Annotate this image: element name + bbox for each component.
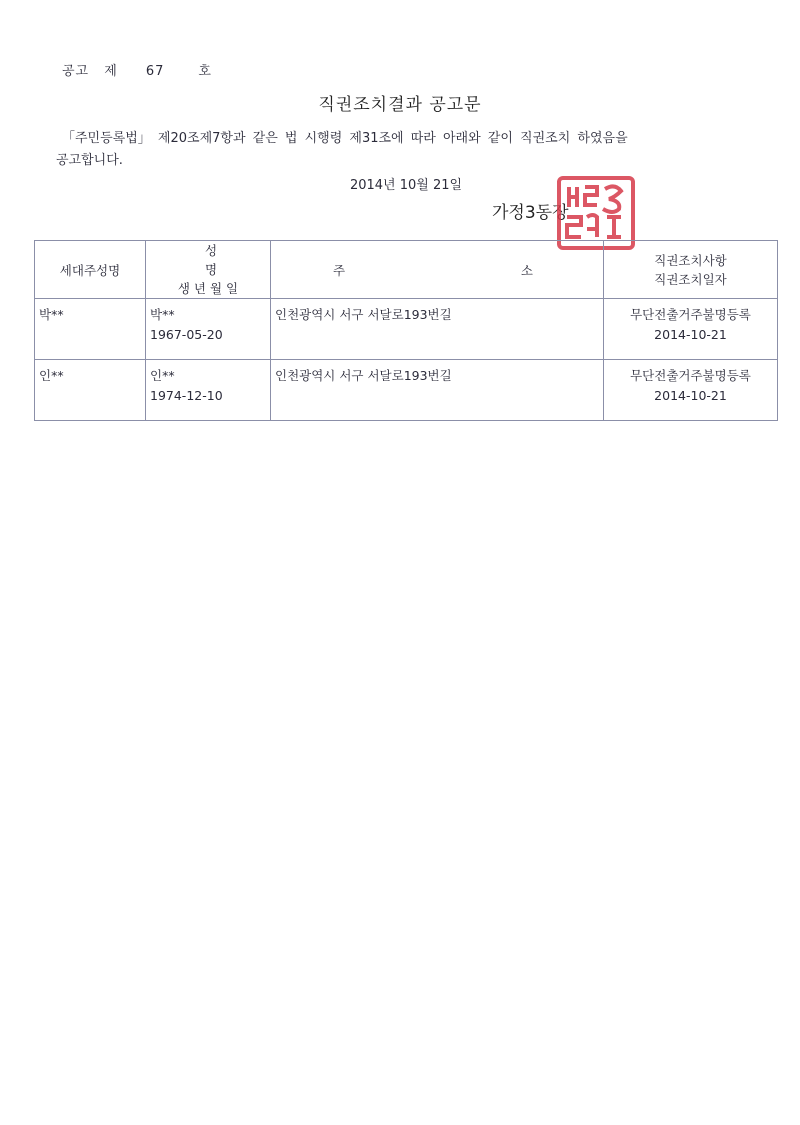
notice-body — [56, 128, 746, 172]
table-row — [35, 360, 778, 421]
cell-birth: 1974-12-10 — [150, 388, 223, 403]
document-title: 직권조치결과 공고문 — [318, 95, 482, 115]
notice-number-value: 67 — [145, 64, 165, 79]
header-name-left: 성 — [204, 243, 218, 258]
records-table — [34, 240, 778, 421]
cell-action-type: 무단전출거주불명등록 — [630, 368, 751, 383]
header-birth: 생 년 월 일 — [177, 281, 239, 296]
notice-body-line-1: 「주민등록법」 제20조제7항과 같은 법 시행령 제31조에 따라 아래와 같이 직권조치 하였음을 — [62, 131, 628, 146]
cell-name: 박** — [150, 307, 175, 322]
header-name-right: 명 — [204, 262, 218, 277]
cell-householder: 인** — [35, 360, 146, 421]
header-name-birth — [146, 241, 271, 299]
notice-number-suffix: 호 — [198, 64, 212, 79]
table-row — [35, 299, 778, 360]
header-address-left: 주 — [333, 262, 346, 278]
notice-body-line-2: 공고합니다. — [56, 153, 123, 168]
cell-action — [604, 299, 778, 360]
cell-action-type: 무단전출거주불명등록 — [630, 307, 751, 322]
header-address-right: 소 — [520, 262, 533, 278]
header-address — [271, 241, 604, 299]
cell-action-date: 2014-10-21 — [654, 388, 727, 403]
notice-date: 2014년 10월 21일 — [349, 178, 463, 193]
cell-name-birth — [146, 360, 271, 421]
table-header-row — [35, 241, 778, 299]
cell-householder: 박** — [35, 299, 146, 360]
cell-name-birth — [146, 299, 271, 360]
cell-action — [604, 360, 778, 421]
cell-action-date: 2014-10-21 — [654, 327, 727, 342]
cell-address: 인천광역시 서구 서달로193번길 — [271, 360, 604, 421]
notice-number — [62, 60, 212, 79]
issuer-name: 가정3동장 — [492, 203, 569, 223]
notice-number-prefix: 공고 제 — [62, 64, 118, 79]
header-name — [146, 241, 270, 279]
header-householder-label: 세대주성명 — [59, 262, 121, 278]
cell-name: 인** — [150, 368, 175, 383]
header-action — [604, 241, 778, 299]
header-action-date: 직권조치일자 — [654, 271, 727, 287]
header-householder — [35, 241, 146, 299]
cell-address: 인천광역시 서구 서달로193번길 — [271, 299, 604, 360]
cell-birth: 1967-05-20 — [150, 327, 223, 342]
header-action-type: 직권조치사항 — [654, 252, 727, 268]
